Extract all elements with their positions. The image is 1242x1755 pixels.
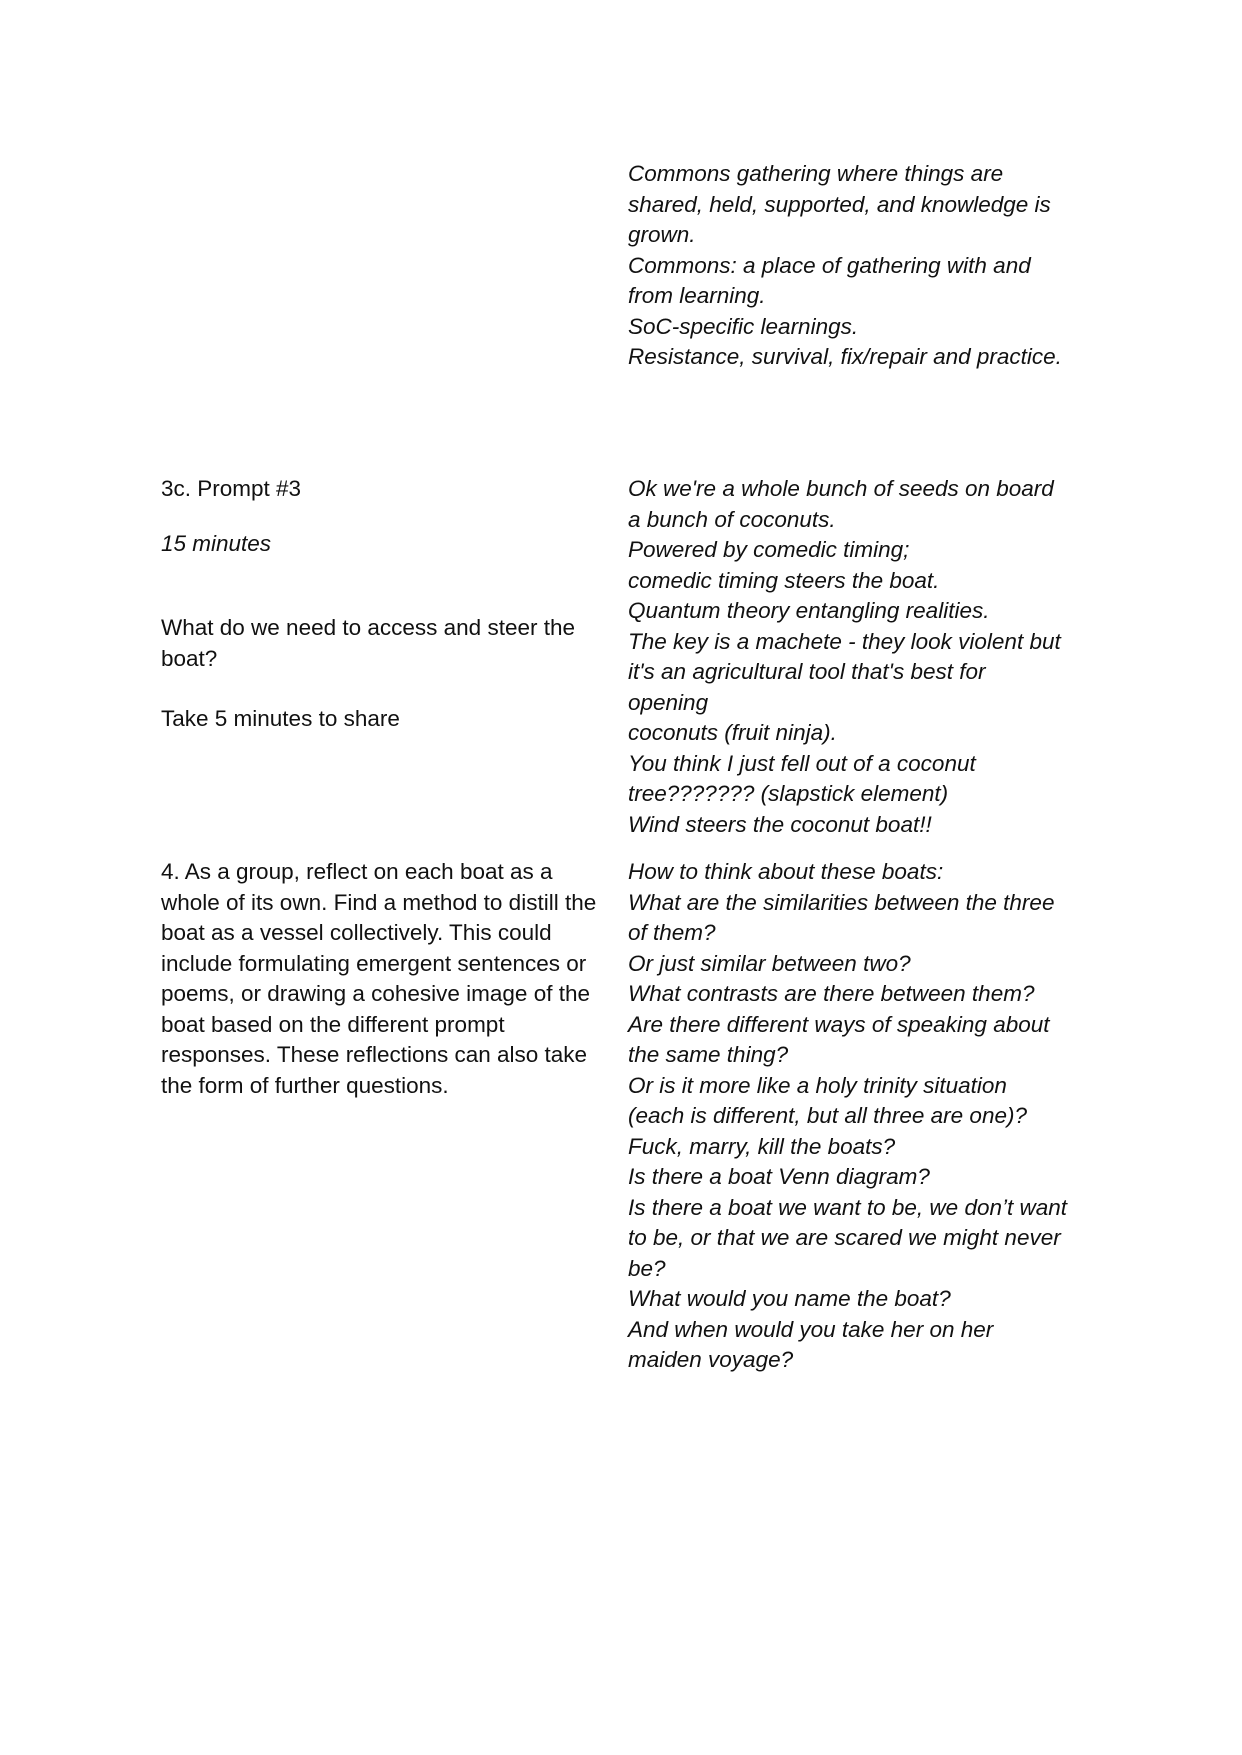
note-line: Is there a boat we want to be, we don’t want (628, 1194, 1068, 1220)
note-line: How to think about these boats: (628, 859, 944, 884)
prompt3-duration: 15 minutes (161, 530, 272, 556)
note-line: Resistance, survival, fix/repair and practice. (628, 344, 1062, 369)
note-line: Commons gathering where things are (628, 161, 1004, 186)
note-line: Or is it more like a holy trinity situation (628, 1072, 1007, 1098)
note-line: You think I just fell out of a coconut (628, 750, 976, 776)
step4-line: the form of further questions. (161, 1072, 449, 1098)
step4-notes (628, 857, 1098, 1376)
note-line: Commons: a place of gathering with and (628, 252, 1031, 278)
note-line: from learning. (628, 283, 766, 308)
note-line: tree??????? (slapstick element) (628, 781, 949, 806)
step4-instructions (161, 857, 616, 1101)
note-line: SoC-specific learnings. (628, 313, 859, 339)
step4-line: whole of its own. Find a method to distill the (161, 889, 597, 915)
step4-line: responses. These reflections can also take (161, 1042, 588, 1067)
prompt3-share: Take 5 minutes to share (161, 706, 400, 731)
note-line: be? (628, 1255, 666, 1281)
note-line: grown. (628, 222, 696, 247)
note-line: What would you name the boat? (628, 1286, 951, 1311)
note-line: Is there a boat Venn diagram? (628, 1164, 930, 1189)
note-line: (each is different, but all three are one)? (628, 1103, 1027, 1128)
note-line: Wind steers the coconut boat!! (628, 811, 932, 837)
commons-notes (628, 159, 1098, 373)
prompt3-instructions (161, 474, 616, 735)
note-line: Or just similar between two? (628, 950, 911, 976)
note-line: of them? (628, 920, 716, 945)
prompt3-question-line: What do we need to access and steer the (161, 615, 575, 640)
note-line: Quantum theory entangling realities. (628, 598, 990, 623)
prompt3-heading: 3c. Prompt #3 (161, 476, 302, 501)
step4-line: poems, or drawing a cohesive image of the (161, 981, 590, 1006)
note-line: shared, held, supported, and knowledge is (628, 191, 1051, 217)
note-line: a bunch of coconuts. (628, 506, 836, 532)
note-line: coconuts (fruit ninja). (628, 720, 837, 745)
prompt3-question-line: boat? (161, 645, 218, 671)
note-line: comedic timing steers the boat. (628, 567, 940, 593)
note-line: the same thing? (628, 1042, 789, 1067)
note-line: Powered by comedic timing; (628, 537, 910, 562)
note-line: it's an agricultural tool that's best for (628, 659, 986, 684)
note-line: What are the similarities between the three (628, 889, 1055, 915)
note-line: to be, or that we are scared we might never (628, 1225, 1061, 1250)
note-line: The key is a machete - they look violent but (628, 628, 1061, 654)
note-line: Ok we're a whole bunch of seeds on board (628, 476, 1054, 501)
note-line: What contrasts are there between them? (628, 981, 1035, 1006)
prompt3-notes (628, 474, 1098, 840)
step4-line: 4. As a group, reflect on each boat as a (161, 859, 553, 884)
note-line: Are there different ways of speaking about (628, 1011, 1050, 1037)
step4-line: include formulating emergent sentences or (161, 950, 587, 976)
note-line: opening (628, 689, 709, 715)
note-line: And when would you take her on her (628, 1316, 994, 1342)
note-line: maiden voyage? (628, 1347, 794, 1372)
step4-line: boat as a vessel collectively. This could (161, 920, 552, 945)
step4-line: boat based on the different prompt (161, 1011, 505, 1037)
note-line: Fuck, marry, kill the boats? (628, 1133, 896, 1159)
